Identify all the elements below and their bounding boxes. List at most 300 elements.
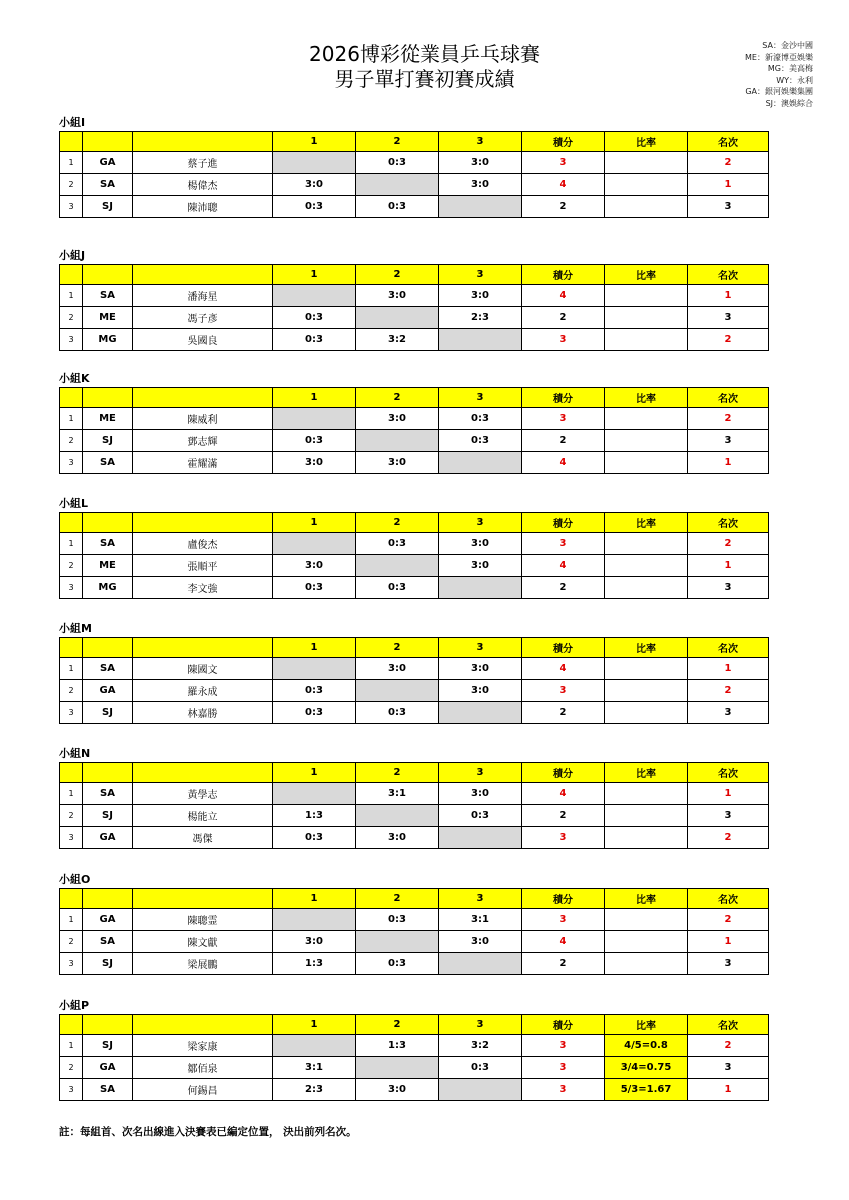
table-row bbox=[60, 307, 769, 329]
table-row bbox=[60, 285, 769, 307]
group-label: 小組L bbox=[59, 497, 89, 510]
rank-cell: 1 bbox=[688, 658, 769, 680]
team-code: SA bbox=[83, 658, 133, 680]
player-name: 陳聰霊 bbox=[133, 909, 273, 931]
rank-cell: 1 bbox=[688, 285, 769, 307]
player-name: 楊偉杰 bbox=[133, 174, 273, 196]
results-table bbox=[59, 131, 769, 218]
team-code: SJ bbox=[83, 430, 133, 452]
table-row bbox=[60, 196, 769, 218]
ratio-cell bbox=[605, 196, 688, 218]
row-index: 3 bbox=[60, 702, 83, 724]
diagonal-cell bbox=[273, 285, 356, 307]
footnote: 註：每組首、次名出線進入決賽表已編定位置， 決出前列名次。 bbox=[59, 1126, 357, 1138]
row-index: 1 bbox=[60, 533, 83, 555]
header-row bbox=[60, 889, 769, 909]
team-code: SJ bbox=[83, 196, 133, 218]
player-name: 蔡子進 bbox=[133, 152, 273, 174]
team-code: ME bbox=[83, 307, 133, 329]
legend-entry: MG：美高梅 bbox=[767, 64, 813, 73]
header-col-2: 2 bbox=[356, 132, 439, 152]
group-section bbox=[59, 497, 769, 599]
match-score: 3:0 bbox=[356, 658, 439, 680]
ratio-cell bbox=[605, 658, 688, 680]
team-code: GA bbox=[83, 827, 133, 849]
diagonal-cell bbox=[356, 931, 439, 953]
diagonal-cell bbox=[439, 452, 522, 474]
row-index: 2 bbox=[60, 174, 83, 196]
header-cell bbox=[83, 889, 133, 909]
group-label: 小組K bbox=[59, 372, 90, 385]
points-cell: 4 bbox=[522, 555, 605, 577]
match-score: 3:2 bbox=[439, 1035, 522, 1057]
group-label: 小組I bbox=[59, 116, 86, 129]
diagonal-cell bbox=[439, 329, 522, 351]
diagonal-cell bbox=[273, 408, 356, 430]
row-index: 1 bbox=[60, 909, 83, 931]
team-code: SA bbox=[83, 1079, 133, 1101]
team-code: SA bbox=[83, 285, 133, 307]
table-row bbox=[60, 452, 769, 474]
points-cell: 3 bbox=[522, 533, 605, 555]
ratio-cell bbox=[605, 702, 688, 724]
player-name: 鄧志輝 bbox=[133, 430, 273, 452]
ratio-cell bbox=[605, 329, 688, 351]
row-index: 3 bbox=[60, 329, 83, 351]
row-index: 2 bbox=[60, 307, 83, 329]
row-index: 2 bbox=[60, 680, 83, 702]
header-row bbox=[60, 1015, 769, 1035]
match-score: 3:0 bbox=[356, 408, 439, 430]
match-score: 3:0 bbox=[356, 285, 439, 307]
match-score: 3:0 bbox=[356, 827, 439, 849]
points-cell: 2 bbox=[522, 196, 605, 218]
team-code: ME bbox=[83, 555, 133, 577]
ratio-cell bbox=[605, 805, 688, 827]
ratio-cell bbox=[605, 931, 688, 953]
group-section bbox=[59, 999, 769, 1101]
table-row bbox=[60, 174, 769, 196]
row-index: 1 bbox=[60, 408, 83, 430]
header-row bbox=[60, 763, 769, 783]
match-score: 0:3 bbox=[356, 702, 439, 724]
rank-cell: 3 bbox=[688, 577, 769, 599]
player-name: 霍耀滿 bbox=[133, 452, 273, 474]
points-cell: 4 bbox=[522, 783, 605, 805]
team-code: SJ bbox=[83, 805, 133, 827]
group-section bbox=[59, 747, 769, 849]
player-name: 何錫昌 bbox=[133, 1079, 273, 1101]
header-rank: 名次 bbox=[688, 388, 769, 408]
header-ratio: 比率 bbox=[605, 513, 688, 533]
points-cell: 3 bbox=[522, 680, 605, 702]
header-cell bbox=[60, 1015, 83, 1035]
diagonal-cell bbox=[439, 1079, 522, 1101]
table-row bbox=[60, 1079, 769, 1101]
table-row bbox=[60, 152, 769, 174]
team-code: GA bbox=[83, 152, 133, 174]
diagonal-cell bbox=[356, 430, 439, 452]
header-cell bbox=[60, 889, 83, 909]
diagonal-cell bbox=[356, 680, 439, 702]
player-name: 黃學志 bbox=[133, 783, 273, 805]
row-index: 3 bbox=[60, 452, 83, 474]
header-col-3: 3 bbox=[439, 763, 522, 783]
ratio-cell bbox=[605, 152, 688, 174]
table-row bbox=[60, 1035, 769, 1057]
match-score: 3:0 bbox=[439, 931, 522, 953]
points-cell: 3 bbox=[522, 909, 605, 931]
ratio-cell bbox=[605, 307, 688, 329]
header-cell bbox=[60, 265, 83, 285]
match-score: 2:3 bbox=[273, 1079, 356, 1101]
diagonal-cell bbox=[273, 909, 356, 931]
points-cell: 3 bbox=[522, 1079, 605, 1101]
match-score: 0:3 bbox=[273, 430, 356, 452]
header-col-1: 1 bbox=[273, 638, 356, 658]
header-cell bbox=[133, 388, 273, 408]
table-row bbox=[60, 430, 769, 452]
row-index: 2 bbox=[60, 430, 83, 452]
rank-cell: 2 bbox=[688, 408, 769, 430]
team-code: ME bbox=[83, 408, 133, 430]
row-index: 3 bbox=[60, 1079, 83, 1101]
diagonal-cell bbox=[273, 658, 356, 680]
team-code: GA bbox=[83, 680, 133, 702]
player-name: 潘海星 bbox=[133, 285, 273, 307]
header-cell bbox=[133, 889, 273, 909]
rank-cell: 3 bbox=[688, 702, 769, 724]
table-row bbox=[60, 827, 769, 849]
player-name: 梁展鵬 bbox=[133, 953, 273, 975]
header-col-3: 3 bbox=[439, 1015, 522, 1035]
ratio-cell: 4/5=0.8 bbox=[605, 1035, 688, 1057]
rank-cell: 1 bbox=[688, 931, 769, 953]
table-row bbox=[60, 805, 769, 827]
points-cell: 3 bbox=[522, 152, 605, 174]
match-score: 0:3 bbox=[439, 430, 522, 452]
row-index: 1 bbox=[60, 658, 83, 680]
header-col-2: 2 bbox=[356, 638, 439, 658]
header-rank: 名次 bbox=[688, 889, 769, 909]
team-legend bbox=[745, 40, 813, 109]
table-row bbox=[60, 931, 769, 953]
player-name: 梁家康 bbox=[133, 1035, 273, 1057]
header-col-1: 1 bbox=[273, 1015, 356, 1035]
group-label: 小組P bbox=[59, 999, 90, 1012]
player-name: 羅永成 bbox=[133, 680, 273, 702]
points-cell: 2 bbox=[522, 953, 605, 975]
header-points: 積分 bbox=[522, 388, 605, 408]
row-index: 3 bbox=[60, 196, 83, 218]
player-name: 楊能立 bbox=[133, 805, 273, 827]
header-col-2: 2 bbox=[356, 513, 439, 533]
page-title: 2026博彩從業員乒乓球賽 bbox=[309, 42, 540, 66]
header-col-3: 3 bbox=[439, 265, 522, 285]
header-col-1: 1 bbox=[273, 265, 356, 285]
header-cell bbox=[60, 638, 83, 658]
header-col-1: 1 bbox=[273, 763, 356, 783]
rank-cell: 2 bbox=[688, 1035, 769, 1057]
row-index: 1 bbox=[60, 783, 83, 805]
match-score: 3:1 bbox=[273, 1057, 356, 1079]
header-col-1: 1 bbox=[273, 132, 356, 152]
header-row bbox=[60, 638, 769, 658]
header-col-1: 1 bbox=[273, 889, 356, 909]
row-index: 2 bbox=[60, 555, 83, 577]
legend-entry: WY：永利 bbox=[776, 75, 813, 85]
player-name: 吳國良 bbox=[133, 329, 273, 351]
header-col-2: 2 bbox=[356, 763, 439, 783]
table-row bbox=[60, 329, 769, 351]
header-cell bbox=[133, 638, 273, 658]
header-points: 積分 bbox=[522, 763, 605, 783]
header-points: 積分 bbox=[522, 1015, 605, 1035]
header-cell bbox=[83, 388, 133, 408]
header-cell bbox=[83, 132, 133, 152]
header-col-2: 2 bbox=[356, 388, 439, 408]
rank-cell: 3 bbox=[688, 805, 769, 827]
player-name: 林嘉勝 bbox=[133, 702, 273, 724]
match-score: 0:3 bbox=[273, 307, 356, 329]
points-cell: 3 bbox=[522, 329, 605, 351]
match-score: 3:0 bbox=[356, 1079, 439, 1101]
header-ratio: 比率 bbox=[605, 132, 688, 152]
header-cell bbox=[83, 1015, 133, 1035]
match-score: 3:0 bbox=[439, 658, 522, 680]
team-code: MG bbox=[83, 577, 133, 599]
match-score: 0:3 bbox=[273, 329, 356, 351]
match-score: 0:3 bbox=[356, 533, 439, 555]
rank-cell: 3 bbox=[688, 953, 769, 975]
match-score: 2:3 bbox=[439, 307, 522, 329]
group-label: 小組N bbox=[59, 747, 91, 760]
table-row bbox=[60, 555, 769, 577]
row-index: 3 bbox=[60, 577, 83, 599]
header-ratio: 比率 bbox=[605, 265, 688, 285]
table-row bbox=[60, 1057, 769, 1079]
team-code: SA bbox=[83, 783, 133, 805]
header-points: 積分 bbox=[522, 889, 605, 909]
match-score: 0:3 bbox=[356, 152, 439, 174]
player-name: 李文強 bbox=[133, 577, 273, 599]
match-score: 0:3 bbox=[356, 577, 439, 599]
player-name: 陳沛聰 bbox=[133, 196, 273, 218]
header-cell bbox=[133, 1015, 273, 1035]
header-col-2: 2 bbox=[356, 1015, 439, 1035]
match-score: 3:0 bbox=[439, 680, 522, 702]
rank-cell: 2 bbox=[688, 533, 769, 555]
results-table bbox=[59, 762, 769, 849]
ratio-cell bbox=[605, 909, 688, 931]
header-ratio: 比率 bbox=[605, 638, 688, 658]
ratio-cell bbox=[605, 680, 688, 702]
header-rank: 名次 bbox=[688, 1015, 769, 1035]
diagonal-cell bbox=[356, 805, 439, 827]
header-ratio: 比率 bbox=[605, 763, 688, 783]
row-index: 3 bbox=[60, 827, 83, 849]
row-index: 1 bbox=[60, 1035, 83, 1057]
group-label: 小組O bbox=[59, 873, 91, 886]
header-points: 積分 bbox=[522, 513, 605, 533]
ratio-cell bbox=[605, 827, 688, 849]
match-score: 3:0 bbox=[273, 174, 356, 196]
diagonal-cell bbox=[273, 783, 356, 805]
row-index: 2 bbox=[60, 1057, 83, 1079]
rank-cell: 1 bbox=[688, 555, 769, 577]
header-ratio: 比率 bbox=[605, 1015, 688, 1035]
header-rank: 名次 bbox=[688, 265, 769, 285]
header-row bbox=[60, 388, 769, 408]
ratio-cell bbox=[605, 452, 688, 474]
group-label: 小組J bbox=[59, 249, 86, 262]
points-cell: 2 bbox=[522, 430, 605, 452]
table-row bbox=[60, 533, 769, 555]
team-code: SJ bbox=[83, 953, 133, 975]
diagonal-cell bbox=[356, 1057, 439, 1079]
team-code: SA bbox=[83, 174, 133, 196]
header-cell bbox=[133, 513, 273, 533]
diagonal-cell bbox=[273, 533, 356, 555]
header-cell bbox=[83, 265, 133, 285]
team-code: SA bbox=[83, 452, 133, 474]
diagonal-cell bbox=[273, 152, 356, 174]
row-index: 3 bbox=[60, 953, 83, 975]
match-score: 0:3 bbox=[273, 196, 356, 218]
header-col-3: 3 bbox=[439, 889, 522, 909]
team-code: SA bbox=[83, 533, 133, 555]
player-name: 陳威利 bbox=[133, 408, 273, 430]
ratio-cell bbox=[605, 408, 688, 430]
player-name: 馮子彥 bbox=[133, 307, 273, 329]
header-cell bbox=[60, 388, 83, 408]
diagonal-cell bbox=[356, 555, 439, 577]
ratio-cell: 5/3=1.67 bbox=[605, 1079, 688, 1101]
results-table bbox=[59, 1014, 769, 1101]
points-cell: 3 bbox=[522, 827, 605, 849]
row-index: 1 bbox=[60, 285, 83, 307]
header-cell bbox=[133, 265, 273, 285]
rank-cell: 3 bbox=[688, 430, 769, 452]
match-score: 3:0 bbox=[439, 555, 522, 577]
team-code: GA bbox=[83, 909, 133, 931]
header-col-1: 1 bbox=[273, 388, 356, 408]
match-score: 0:3 bbox=[273, 680, 356, 702]
group-section bbox=[59, 372, 769, 474]
table-row bbox=[60, 909, 769, 931]
header-cell bbox=[60, 763, 83, 783]
match-score: 0:3 bbox=[439, 805, 522, 827]
diagonal-cell bbox=[439, 196, 522, 218]
player-name: 盧俊杰 bbox=[133, 533, 273, 555]
ratio-cell bbox=[605, 174, 688, 196]
diagonal-cell bbox=[439, 702, 522, 724]
header-points: 積分 bbox=[522, 638, 605, 658]
header-row bbox=[60, 513, 769, 533]
ratio-cell bbox=[605, 555, 688, 577]
header-row bbox=[60, 132, 769, 152]
team-code: SA bbox=[83, 931, 133, 953]
header-cell bbox=[83, 763, 133, 783]
diagonal-cell bbox=[356, 174, 439, 196]
table-row bbox=[60, 953, 769, 975]
header-ratio: 比率 bbox=[605, 889, 688, 909]
diagonal-cell bbox=[439, 827, 522, 849]
rank-cell: 2 bbox=[688, 152, 769, 174]
ratio-cell bbox=[605, 953, 688, 975]
diagonal-cell bbox=[356, 307, 439, 329]
ratio-cell bbox=[605, 783, 688, 805]
group-section bbox=[59, 249, 769, 351]
group-section bbox=[59, 622, 769, 724]
match-score: 3:0 bbox=[439, 174, 522, 196]
row-index: 1 bbox=[60, 152, 83, 174]
match-score: 3:0 bbox=[439, 152, 522, 174]
header-cell bbox=[133, 132, 273, 152]
match-score: 3:0 bbox=[273, 555, 356, 577]
points-cell: 3 bbox=[522, 1057, 605, 1079]
ratio-cell: 3/4=0.75 bbox=[605, 1057, 688, 1079]
rank-cell: 3 bbox=[688, 196, 769, 218]
legend-entry: SJ：澳娛綜合 bbox=[765, 98, 813, 108]
rank-cell: 1 bbox=[688, 783, 769, 805]
table-row bbox=[60, 577, 769, 599]
team-code: SJ bbox=[83, 702, 133, 724]
match-score: 3:0 bbox=[439, 533, 522, 555]
results-table bbox=[59, 512, 769, 599]
diagonal-cell bbox=[439, 953, 522, 975]
match-score: 0:3 bbox=[273, 577, 356, 599]
match-score: 3:1 bbox=[439, 909, 522, 931]
page-subtitle: 男子單打賽初賽成績 bbox=[334, 67, 515, 91]
group-section bbox=[59, 873, 769, 975]
header-row bbox=[60, 265, 769, 285]
points-cell: 4 bbox=[522, 658, 605, 680]
diagonal-cell bbox=[439, 577, 522, 599]
match-score: 0:3 bbox=[439, 408, 522, 430]
header-col-3: 3 bbox=[439, 132, 522, 152]
rank-cell: 3 bbox=[688, 1057, 769, 1079]
group-section bbox=[59, 116, 769, 218]
row-index: 2 bbox=[60, 805, 83, 827]
header-rank: 名次 bbox=[688, 638, 769, 658]
team-code: SJ bbox=[83, 1035, 133, 1057]
match-score: 0:3 bbox=[356, 196, 439, 218]
match-score: 0:3 bbox=[356, 909, 439, 931]
points-cell: 4 bbox=[522, 452, 605, 474]
player-name: 張順平 bbox=[133, 555, 273, 577]
header-points: 積分 bbox=[522, 132, 605, 152]
header-cell bbox=[83, 513, 133, 533]
ratio-cell bbox=[605, 577, 688, 599]
match-score: 1:3 bbox=[356, 1035, 439, 1057]
player-name: 陳國文 bbox=[133, 658, 273, 680]
results-table bbox=[59, 637, 769, 724]
table-row bbox=[60, 783, 769, 805]
ratio-cell bbox=[605, 285, 688, 307]
header-col-2: 2 bbox=[356, 889, 439, 909]
table-row bbox=[60, 702, 769, 724]
header-col-1: 1 bbox=[273, 513, 356, 533]
rank-cell: 1 bbox=[688, 1079, 769, 1101]
ratio-cell bbox=[605, 533, 688, 555]
diagonal-cell bbox=[273, 1035, 356, 1057]
match-score: 3:0 bbox=[439, 285, 522, 307]
points-cell: 3 bbox=[522, 1035, 605, 1057]
match-score: 3:0 bbox=[439, 783, 522, 805]
rank-cell: 2 bbox=[688, 329, 769, 351]
points-cell: 2 bbox=[522, 702, 605, 724]
